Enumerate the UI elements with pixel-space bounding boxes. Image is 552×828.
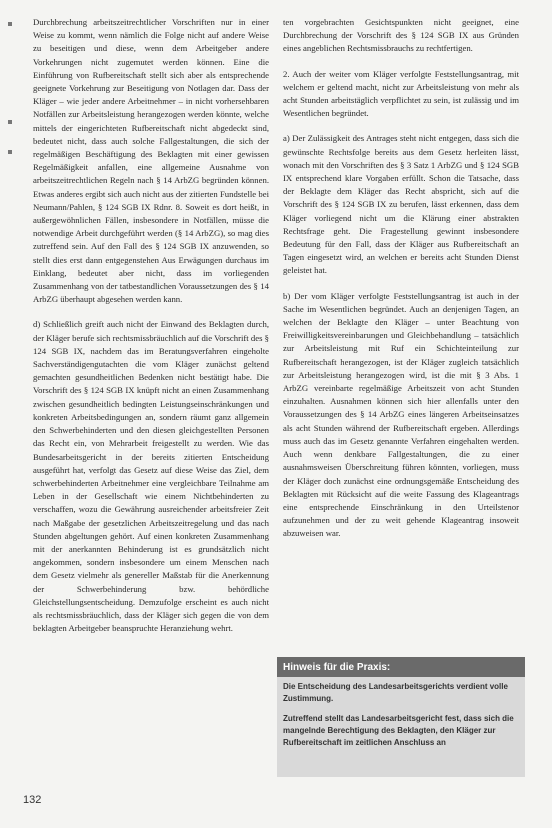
paragraph: d) Schließlich greift auch nicht der Einwand des Beklagten durch, der Kläger berufe sich rechtsmissbräuchlich auf die Vorschrift des § 124 SGB IX, nachdem das im Beratungsverfahren eingeholte Sachverständigengutachten die vom Kläger zunächst geltend gemachten gesundheitlichen Bedenken nicht bestätigt habe. Die Vorschrift des § 124 SGB IX knüpft nicht an einen Zusammenhang zwischen gesundheitlich bedingten Leistungseinschränkungen und konkreten Arbeitsbedingungen an, sondern räumt ganz allgemein den Schwerbehinderten und den diesen gleichgestellten Personen das Recht ein, von Mehrarbeit freigestellt zu werden. Wie das Bundesarbeitsgericht in der bereits zitierten Entscheidung ausgeführt hat, verfolgt das Gesetz auf diese Weise das Ziel, dem schwerbehinderten Arbeitnehmer eine vergleichbare Teilnahme am Leben in der Gesellschaft wie einem Nichtbehinderten zu verschaffen, wozu die Gewährung ausreichender arbeitsfreier Zeit nach Maßgabe der gesetzlichen Arbeitszeitregelung und das nach Stunden abgeltungen gehört. Auf einen konkreten Zusammenhang mit der anerkannten Behinderung ist es grundsätzlich nicht angekommen, sondern insbesondere um einem Menschen nach dem Gesetz vielmehr als genereller Maßstab für die Anerkennung der Schwerbehinderung bzw. behördliche Gleichstellungsentscheidung. Demzufolge erscheint es auch nicht als rechtsmissbräuchlich, dass der Kläger sich gegen die von dem beklagten Arbeitgeber beanspruchte Heranziehung wehrt. <box>33 319 269 634</box>
paragraph: b) Der vom Kläger verfolgte Feststellungsantrag ist auch in der Sache im Wesentlichen begründet. Auch an denjenigen Tagen, an welchen der Beklagte den Kläger – unter Beachtung von Freiwilligkeitsvereinbarungen und Gleichbehandlung – tatsächlich zur Arbeitsleistung mit Ruf ein Schichteinteilung zur Rufbereitschaft herangezogen, ist der Kläger zugleich tatsächlich zur Arbeitsleistung herangezogen wird, ist die mit § 3 Abs. 1 ArbZG vereinbarte regelmäßige Arbeitszeit von acht Stunden einzuhalten. Ausnahmen können sich hier allenfalls unter den Voraussetzungen des § 14 ArbZG eines längeren Arbeitseinsatzes als acht Stunden während der Rufbereitschaft ergeben. Allerdings muss auch das im Gesetz genannte Verfahren eingehalten werden. Auch wenn denkbare Fallgestaltungen, die zu einer ausnahmsweisen Überschreitung führen könnten, vorliegen, muss der Kläger doch zunächst eine ordnungsgemäße Entscheidung des Beklagten mit Rücksicht auf die weite Fassung des Klageantrags eine entsprechende Einschränkung in den Urteilstenor aufzunehmen und der zu weit gehende Klageantrag insoweit abzuweisen war. <box>283 290 519 539</box>
practice-note-paragraph: Die Entscheidung des Landesarbeitsgerichts verdient volle Zustimmung. <box>283 682 508 703</box>
practice-note-box <box>277 657 525 777</box>
margin-mark <box>8 150 12 154</box>
paragraph: Durchbrechung arbeitszeitrechtlicher Vorschriften nur in einer Weise zu kommt, wenn nämlich die Folge nicht auf andere Weise zu beseitigen und diese, wenn dem Arbeitgeber andere Vorkehrungen nicht zugemutet werden können. Eine die Einführung von Rufbereitschaft stellt sich aber als entsprechende geeignete Vorkehrung zur Beseitigung von Notlagen dar. Dass der Kläger – wie jeder andere Arbeitnehmer – in nicht vorhersehbaren Notfällen zur Arbeitsleistung herangezogen werden könnte, welche mittels der eingerichteten Rufbereitschaft nicht abgedeckt sind, bedeutet nicht, dass auch solche Fallgestaltungen, die sich der regelmäßigen Beschäftigung des Beklagten mit einer gewissen Regelmäßigkeit anfallen, eine allgemeine Ausnahme von arbeitszeitrechtlichen Regeln nach § 14 ArbZG begründen können. Etwas anderes ergibt sich auch nicht aus der zitierten Fundstelle bei Neumann/Pahlen, § 124 SGB IX Rdnr. 8. Soweit es dort heißt, in außergewöhnlichen Fällen, insbesondere in Notfällen, müsse die notwendige Arbeit durchgeführt werden (§ 14 ArbZG), so mag dies zutreffend sein. Auf den Fall des § 124 SGB IX anzuwenden, so stellt dies erst dann entgegenstehen Aus Erwägungen durchaus im Einklang, bedeutet aber nicht, dass im vorliegenden Zusammenhang von der tatbestandlichen Voraussetzungen des § 14 ArbZG überhaupt abgesehen werden kann. <box>33 17 269 305</box>
paragraph: 2. Auch der weiter vom Kläger verfolgte Feststellungsantrag, mit welchem er geltend macht, nicht zur Arbeitsleistung von mehr als acht Stunden arbeitstäglich verpflichtet zu sein, ist zulässig und im Wesentlichen begründet. <box>283 68 519 119</box>
paragraph: a) Der Zulässigkeit des Antrages steht nicht entgegen, dass sich die gewünschte Rechtsfolge bereits aus dem Gesetz herleiten lässt, wonach mit den Vorschriften des § 3 Satz 1 ArbZG und § 124 SGB IX entsprechend klare Vorgaben erfüllt. Schon die Tatsache, dass der Beklagte dem Kläger das Recht abspricht, sich auf die Vorschrift des § 124 SGB IX zu berufen, lässt erkennen, dass dem Kläger vorliegend nicht um die Klärung einer abstrakten Rechtsfrage geht. Die Fragestellung gewinnt insbesondere Bedeutung für den Fall, dass der Kläger aus Rufbereitschaft an Tagen eingesetzt wird, an welchen er bereits acht Stunden Dienst geleistet hat. <box>283 133 519 276</box>
practice-note-title: Hinweis für die Praxis: <box>277 657 525 677</box>
practice-note-paragraph: Zutreffend stellt das Landesarbeitsgericht fest, dass sich die mangelnde Berechtigung des Beklagten, den Kläger zur Rufbereitschaft im zeitlichen Anschluss an <box>283 714 514 747</box>
right-column <box>283 16 519 553</box>
margin-mark <box>8 22 12 26</box>
paragraph: ten vorgebrachten Gesichtspunkten nicht geeignet, eine Durchbrechung der Vorschrift des § 124 SGB IX aus Gründen eines angeblichen Rechtsmissbrauchs zu rechtfertigen. <box>283 17 519 54</box>
margin-mark <box>8 120 12 124</box>
page-number: 132 <box>23 794 42 806</box>
left-column <box>33 16 269 647</box>
